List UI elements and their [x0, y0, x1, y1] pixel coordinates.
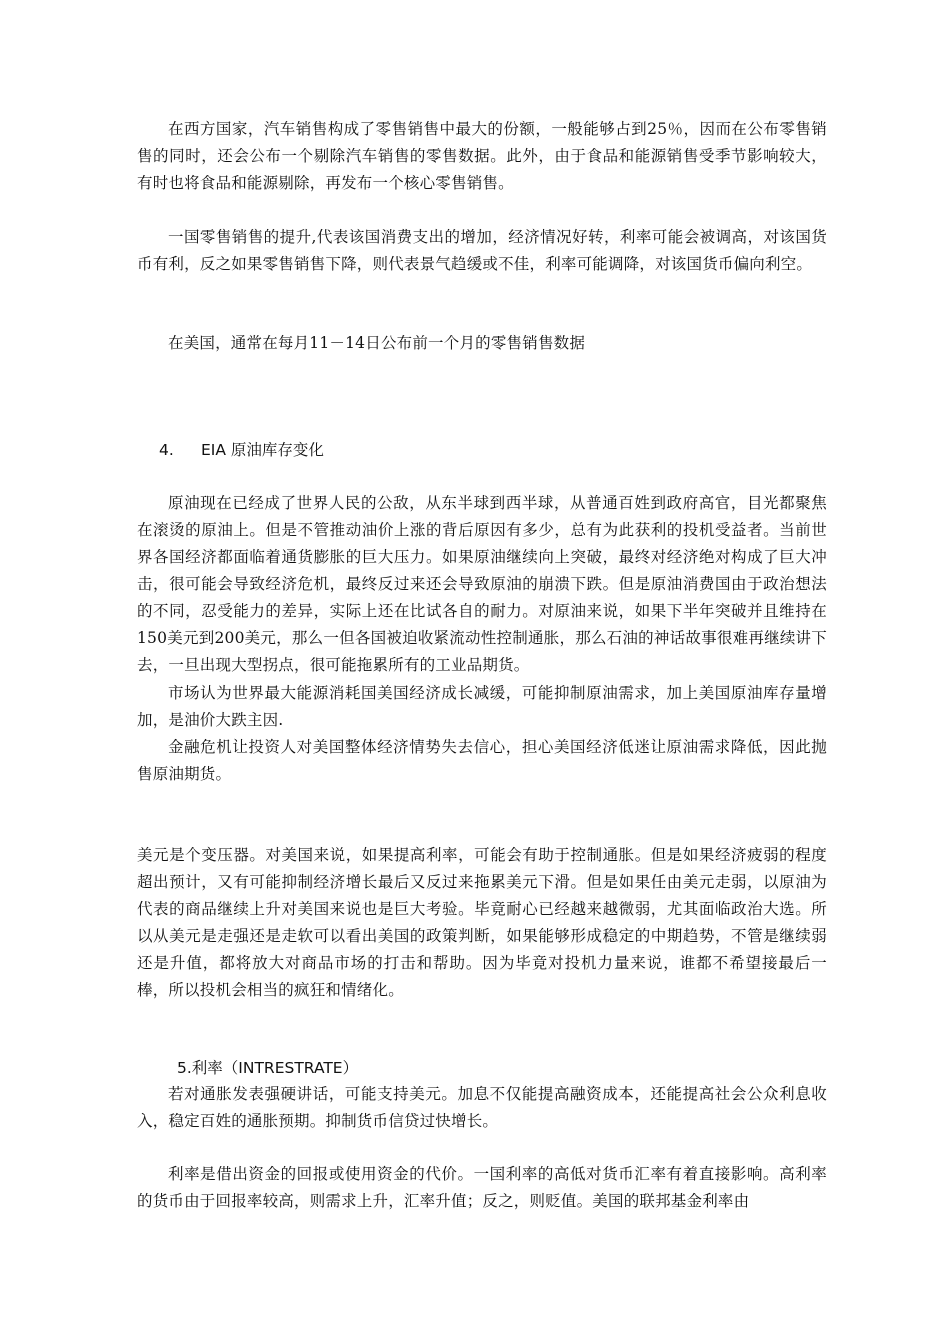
eia-title-latin: EIA: [201, 441, 226, 459]
rate-title-suffix: ）: [342, 1059, 359, 1077]
rate-paragraph-1: 若对通胀发表强硬讲话，可能支持美元。加息不仅能提高融资成本，还能提高社会公众利息收入，稳定百姓的通胀预期。抑制货币信贷过快增长。: [137, 1085, 827, 1130]
eia-title-cn: 原油库存变化: [225, 441, 324, 459]
eia-section-number: 4.: [159, 441, 174, 459]
retail-paragraph-2: 一国零售销售的提升,代表该国消费支出的增加，经济情况好转，利率可能会被调高，对该国货币有利，反之如果零售销售下降，则代表景气趋缓或不佳，利率可能调降，对该国货币偏向利空。: [137, 228, 827, 273]
eia-paragraph-3: 金融危机让投资人对美国整体经济情势失去信心，担心美国经济低迷让原油需求降低，因此抛售原油期货。: [137, 738, 827, 783]
eia-paragraph-1: 原油现在已经成了世界人民的公敌，从东半球到西半球，从普通百姓到政府高官，目光都聚焦在滚烫的原油上。但是不管推动油价上涨的背后原因有多少，总有为此获利的投机受益者。当前世界各国经济都面临着通货膨胀的巨大压力。如果原油继续向上突破，最终对经济绝对构成了巨大冲击，很可能会导致经济危机，最终反过来还会导致原油的崩溃下跌。但是原油消费国由于政治想法的不同，忍受能力的差异，实际上还在比试各自的耐力。对原油来说，如果下半年突破并且维持在150美元到200美元，那么一但各国被迫收紧流动性控制通胀，那么石油的神话故事很难再继续讲下去，一旦出现大型拐点，很可能拖累所有的工业品期货。: [137, 494, 827, 674]
retail-paragraph-3: 在美国，通常在每月11－14日公布前一个月的零售销售数据: [168, 334, 586, 352]
rate-paragraph-2: 利率是借出资金的回报或使用资金的代价。一国利率的高低对货币汇率有着直接影响。高利率的货币由于回报率较高，则需求上升，汇率升值；反之，则贬值。美国的联邦基金利率由: [137, 1165, 827, 1210]
eia-paragraph-2: 市场认为世界最大能源消耗国美国经济成长减缓，可能抑制原油需求，加上美国原油库存量增加，是油价大跌主因.: [137, 684, 827, 729]
eia-section-heading: [159, 437, 324, 464]
rate-title-latin: INTRESTRATE: [238, 1059, 343, 1077]
rate-section-heading: [177, 1055, 358, 1082]
retail-paragraph-1: 在西方国家，汽车销售构成了零售销售中最大的份额，一般能够占到25％，因而在公布零售销售的同时，还会公布一个剔除汽车销售的零售数据。此外，由于食品和能源销售受季节影响较大，有时也将食品和能源剔除，再发布一个核心零售销售。: [137, 120, 827, 192]
dollar-paragraph: 美元是个变压器。对美国来说，如果提高利率，可能会有助于控制通胀。但是如果经济疲弱的程度超出预计，又有可能抑制经济增长最后又反过来拖累美元下滑。但是如果任由美元走弱，以原油为代表的商品继续上升对美国来说也是巨大考验。毕竟耐心已经越来越微弱，尤其面临政治大选。所以从美元是走强还是走软可以看出美国的政策判断，如果能够形成稳定的中期趋势，不管是继续弱还是升值，都将放大对商品市场的打击和帮助。因为毕竟对投机力量来说，谁都不希望接最后一棒，所以投机会相当的疯狂和情绪化。: [137, 846, 827, 999]
rate-title-prefix: 5.利率（: [177, 1059, 239, 1077]
